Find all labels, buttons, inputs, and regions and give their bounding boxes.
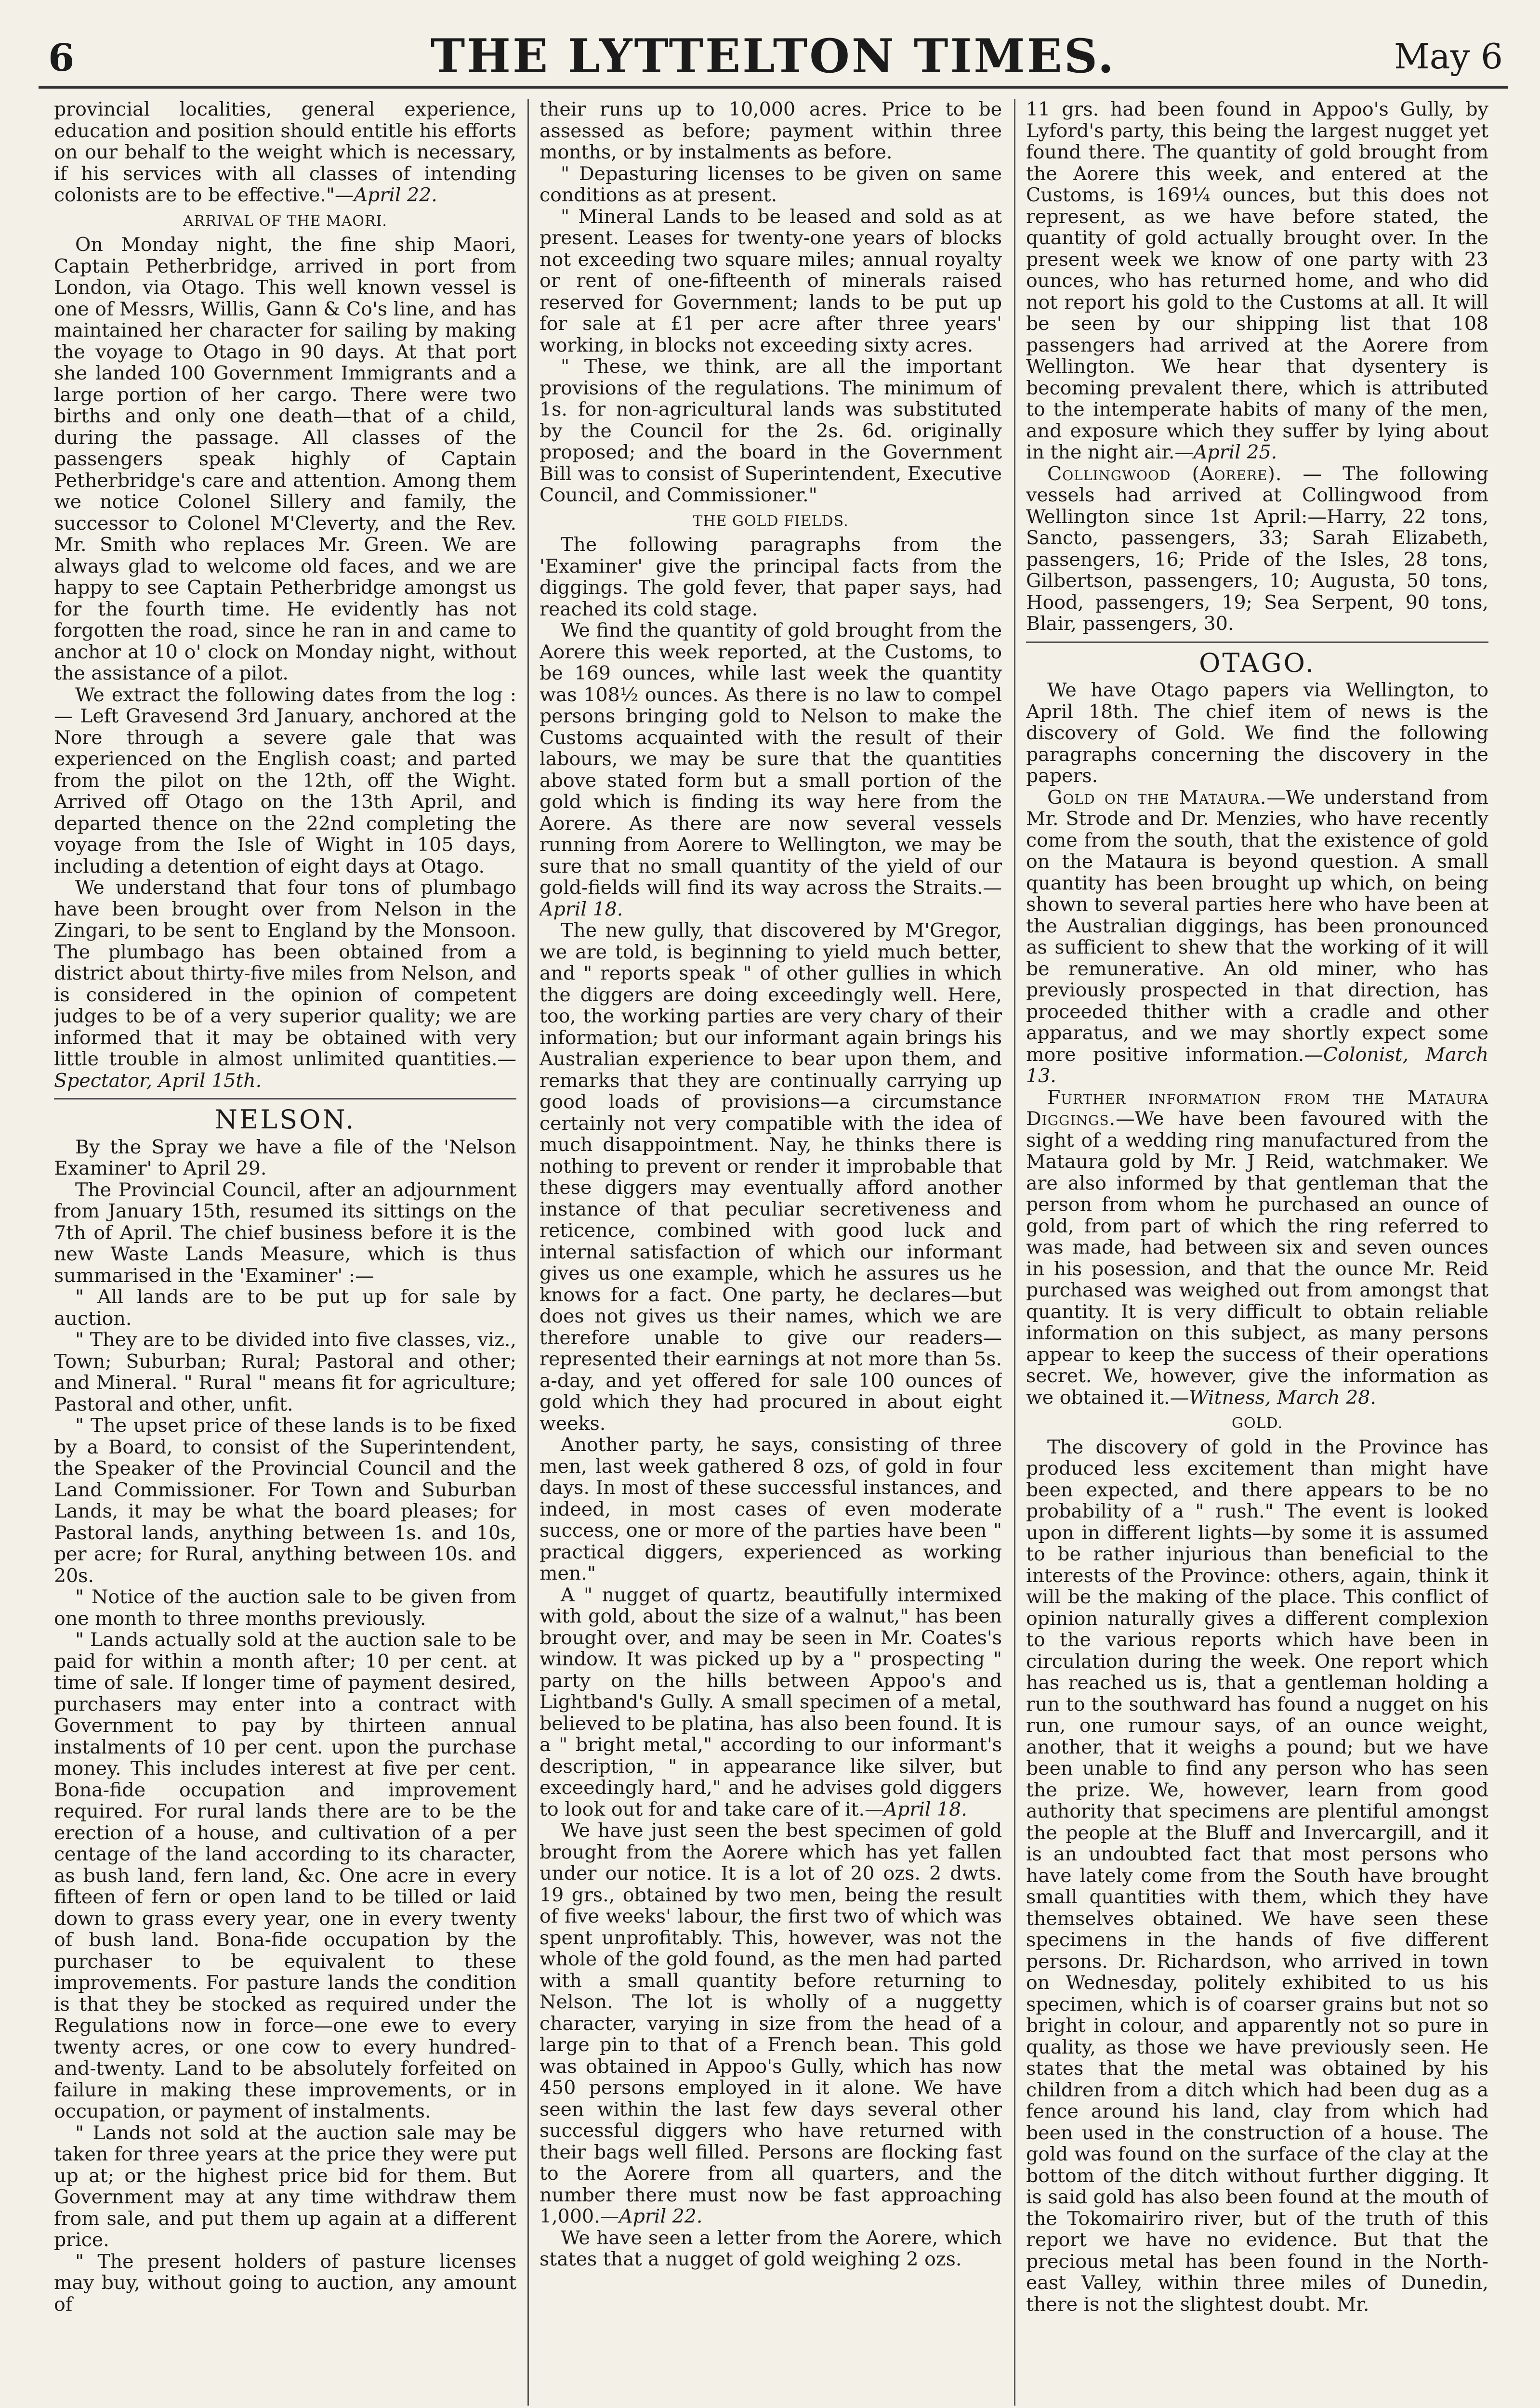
article-paragraph: " These, we think, are all the important provisions of the regulations. The minimum of 1s. for non-agricultural lands was substituted by the Council for the 2s. 6d. originally proposed; and the board in the Government Bill was to consist of Superintendent, Executive Council, and Commissioner." [540,355,1002,506]
article-paragraph: We find the quantity of gold brought from the Aorere this week reported, at the Customs, to be 169 ounces, while last week the quantity was 108½ ounces. As there is no law to compel persons bringing gold to Nelson to make the Customs acquainted with the result of their labours, we may be sure that the quantities above stated form but a small portion of the gold which is finding its way here from the Aorere. As there are now several vessels running from Aorere to Wellington, we may be sure that no small quantity of the yield of our gold-fields will find its way across the Straits.—April 18. [540,619,1002,920]
article-paragraph: " All lands are to be put up for sale by auction. [54,1286,516,1330]
article-paragraph: We have Otago papers via Wellington, to April 18th. The chief item of news is the discovery of Gold. We find the following paragraphs concerning the discovery in the papers. [1026,679,1488,787]
article-paragraph: " They are to be divided into five classes, viz., Town; Suburban; Rural; Pastoral and other; and Mineral. " Rural " means fit for agriculture; Pastoral and other, unfit. [54,1329,516,1415]
article-paragraph: their runs up to 10,000 acres. Price to be assessed as before; payment within three months, or by instalments as before. [540,99,1002,163]
article-paragraph: " Mineral Lands to be leased and sold as at present. Leases for twenty-one years of blocks not exceeding two square miles; annual royalty or rent of one-fifteenth of minerals raised reserved for Government; lands to be put up for sale at £1 per acre after three years' working, in blocks not exceeding sixty acres. [540,205,1002,356]
article-paragraph: The new gully, that discovered by M'Gregor, we are told, is beginning to yield much better, and " reports speak " of other gullies in which the diggers are doing exceedingly well. Here, too, the working parties are very chary of their information; but our informant again brings his Australian experience to bear upon them, and remarks that they are continually carrying up good loads of provisions—a circumstance certainly not very compatible with the idea of much disappointment. Nay, he thinks there is nothing to prevent or render it improbable that these diggers may eventually afford another instance of that peculiar secretiveness and reticence, combined with good luck and internal satisfaction of which our informant gives us one example, which he assures us he knows for a fact. One party, he declares—but does not gives us their names, which we are therefore unable to give our readers—represented their earnings at not more than 5s. a-day, and yet offered for sale 100 ounces of gold which they had procured in about eight weeks. [540,919,1002,1435]
column-2 [540,99,1002,2406]
header-rule [39,86,1508,89]
column-divider [527,99,529,2406]
section-heading-maori: ARRIVAL OF THE MAORI. [183,212,387,230]
article-paragraph: We extract the following dates from the log :— Left Gravesend 3rd January, anchored at the Nore through a severe gale that was experienced on the English coast; and parted from the pilot on the 12th, off the Wight. Arrived off Otago on the 13th April, and departed thence on the 22nd completing the voyage from the Isle of Wight in 105 days, including a detention of eight days at Otago. [54,683,516,877]
column-3 [1026,99,1488,2406]
article-paragraph: We understand that four tons of plumbago have been brought over from Nelson in the Zingari, to be sent to England by the Monsoon. The plumbago has been obtained from a district about thirty-five miles from Nelson, and is considered in the opinion of competent judges to be of a very superior quality; we are informed that it may be obtained with very little trouble in almost unlimited quantities.—Spectator, April 15th. [54,877,516,1092]
article-paragraph: " Depasturing licenses to be given on same conditions as at present. [540,162,1002,206]
column-1 [54,99,516,2406]
page-number: 6 [48,36,75,80]
section-heading-otago: OTAGO. [1199,647,1316,678]
article-paragraph: By the Spray we have a file of the 'Nelson Examiner' to April 29. [54,1136,516,1179]
issue-date: May 6 [1394,36,1503,77]
article-paragraph: On Monday night, the fine ship Maori, Captain Petherbridge, arrived in port from London, via Otago. This well known vessel is one of Messrs, Willis, Gann & Co's line, and has maintained her character for sailing by making the voyage to Otago in 90 days. At that port she landed 100 Government Immigrants and a large portion of her cargo. There were two births and only one death—that of a child, during the passage. All classes of the passengers speak highly of Captain Petherbridge's care and attention. Among them we notice Colonel Sillery and family, the successor to Colonel M'Cleverty, and the Rev. Mr. Smith who replaces Mr. Green. We are always glad to welcome old faces, and we are happy to see Captain Petherbridge amongst us for the fourth time. He evidently has not forgotten the road, since he ran in and came to anchor at 10 o' clock on Monday night, without the assistance of a pilot. [54,234,516,684]
article-paragraph: The following paragraphs from the 'Examiner' give the principal facts from the diggings. The gold fever, that paper says, had reached its cold stage. [540,534,1002,620]
article-paragraph: Further information from the Mataura Diggings.—We have been favoured with the sight of a wedding ring manufactured from the Mataura gold by Mr. J Reid, watchmaker. We are also informed by that gentleman that the person from whom he purchased an ounce of gold, from part of which the ring referred to was made, had between six and seven ounces in his posession, and that the ounce Mr. Reid purchased was weighed out from amongst that quantity. It is very difficult to obtain reliable information on this subject, as many persons appear to keep the success of their operations secret. We, however, give the information as we obtained it.—Witness, March 28. [1026,1086,1488,1409]
article-paragraph: A " nugget of quartz, beautifully intermixed with gold, about the size of a walnut," has been brought over, and may be seen in Mr. Coates's window. It was picked up by a " prospecting " party on the hills between Appoo's and Lightband's Gully. A small specimen of a metal, believed to be platina, has also been found. It is a " bright metal," according to our informant's description, " in appearance like silver, but exceedingly hard," and he advises gold diggers to look out for and take care of it.—April 18. [540,1584,1002,1820]
article-paragraph: The discovery of gold in the Province has produced less excitement than might have been expected, and there appears to be no probability of a " rush." The event is looked upon in different lights—by some it is assumed to be rather injurious than beneficial to the interests of the Province: others, again, think it will be the making of the place. This conflict of opinion naturally gives a different complexion to the various reports which have been in circulation during the week. One report which has reached us is, that a gentleman holding a run to the southward has found a nugget on his run, one rumour says, of an ounce weight, another, that it weighs a pound; but we have been unable to find any person who has seen the prize. We, however, learn from good authority that specimens are plentiful amongst the people at the Bluff and Invercargill, and it is an undoubted fact that most persons who have lately come from the South have brought small quantities with them, which they have themselves obtained. We have seen these specimens in the hands of five different persons. Dr. Richardson, who arrived in town on Wednesday, politely exhibited to us his specimen, which is of coarser grains but not so bright in colour, and apparently not so pure in quality, as those we have previously seen. He states that the metal was obtained by his children from a ditch which had been dug as a fence around his land, clay from which had been used in the construction of a house. The gold was found on the surface of the clay at the bottom of the ditch without further digging. It is said gold has also been found at the mouth of the Tokomairiro river, but of the truth of this report we have no evidence. But that the precious metal has been found in the North-east Valley, within three miles of Dunedin, there is not the slightest doubt. Mr. [1026,1436,1488,2316]
section-heading-nelson: NELSON. [214,1104,356,1135]
article-paragraph: 11 grs. had been found in Appoo's Gully, by Lyford's party, this being the largest nugget yet found there. The quantity of gold brought from the Aorere this week, and entered at the Customs, is 169¼ ounces, but this does not represent, as we have before stated, the quantity of gold actually brought over. In the present week we know of one party with 23 ounces, who has returned home, and who did not report his gold to the Customs at all. It will be seen by our shipping list that 108 passengers had arrived at the Aorere from Wellington. We hear that dysentery is becoming prevalent there, which is attributed to the intemperate habits of many of the men, and exposure which they suffer by lying about in the night air.—April 25. [1026,99,1488,463]
section-heading-gold-fields: THE GOLD FIELDS. [693,512,849,530]
article-paragraph: Another party, he says, consisting of three men, last week gathered 8 ozs, of gold in four days. In most of these successful instances, and indeed, in most cases of even moderate success, one or more of the parties have been " practical diggers, experienced as working men." [540,1434,1002,1584]
section-rule [54,1098,516,1099]
column-divider [1014,99,1015,2406]
article-paragraph: Collingwood (Aorere). — The following vessels had arrived at Collingwood from Wellington since 1st April:—Harry, 22 tons, Sancto, passengers, 33; Sarah Elizabeth, passengers, 16; Pride of the Isles, 28 tons, Gilbertson, passengers, 10; Augusta, 50 tons, Hood, passengers, 19; Sea Serpent, 90 tons, Blair, passengers, 30. [1026,462,1488,635]
section-rule [1026,641,1488,643]
article-paragraph: " Lands not sold at the auction sale may be taken for three years at the price they were put up at; or the highest price bid for them. But Government may at any time withdraw them from sale, and put them up again at a different price. [54,2121,516,2251]
page-header [39,26,1508,82]
article-paragraph: The Provincial Council, after an adjournment from January 15th, resumed its sittings on the 7th of April. The chief business before it is the new Waste Lands Measure, which is thus summarised in the 'Examiner' :— [54,1178,516,1287]
article-paragraph: Gold on the Mataura.—We understand from Mr. Strode and Dr. Menzies, who have recently come from the south, that the existence of gold on the Mataura is beyond question. A small quantity has been brought up which, on being shown to several parties here who have been at the Australian diggings, has been pronounced as sufficient to shew that the working of it will be remunerative. An old miner, who has previously prospected in that direction, has proceeded thither with a cradle and other apparatus, and we may shortly expect some more positive information.—Colonist, March 13. [1026,786,1488,1087]
article-paragraph: " The upset price of these lands is to be fixed by a Board, to consist of the Superintendent, the Speaker of the Provincial Council and the Land Commissioner. For Town and Suburban Lands, it may be what the board pleases; for Pastoral lands, anything between 1s. and 10s, per acre; for Rural, anything between 10s. and 20s. [54,1414,516,1587]
section-heading-gold: GOLD. [1231,1415,1283,1432]
article-paragraph: " Notice of the auction sale to be given from one month to three months previously. [54,1586,516,1630]
article-paragraph: provincial localities, general experience, education and position should entitle his efforts on our behalf to the weight which is necessary, if his services with all classes of intending colonists are to be effective."—April 22. [54,99,516,206]
masthead-title: THE LYTTELTON TIMES. [430,29,1116,83]
article-paragraph: We have just seen the best specimen of gold brought from the Aorere which has yet fallen under our notice. It is a lot of 20 ozs. 2 dwts. 19 grs., obtained by two men, being the result of five weeks' labour, the first two of which was spent unprofitably. This, however, was not the whole of the gold found, as the men had parted with a small quantity before returning to Nelson. The lot is wholly of a nuggetty character, varying in size from the head of a large pin to that of a French bean. This gold was obtained in Appoo's Gully, which has now 450 persons employed in it alone. We have seen within the last few days several other successful diggers who have returned with their bags well filled. Persons are flocking fast to the Aorere from all quarters, and the number there must now be fast approaching 1,000.—April 22. [540,1819,1002,2227]
article-paragraph: " The present holders of pasture licenses may buy, without going to auction, any amount of [54,2250,516,2316]
article-paragraph: " Lands actually sold at the auction sale to be paid for within a month after; 10 per cent. at time of sale. If longer time of payment desired, purchasers may enter into a contract with Government to pay by thirteen annual instalments of 10 per cent. upon the purchase money. This includes interest at five per cent. Bona-fide occupation and improvement required. For rural lands there are to be the erection of a house, and cultivation of a per centage of the land according to its character, as bush land, fern land, &c. One acre in every fifteen of fern or open land to be tilled or laid down to grass every year, one in every twenty of bush land. Bona-fide occupation by the purchaser to be equivalent to these improvements. For pasture lands the condition is that they be stocked as required under the Regulations now in force—one ewe to every twenty acres, or one cow to every hundred-and-twenty. Land to be absolutely forfeited on failure in making these improvements, or in occupation, or payment of instalments. [54,1629,516,2122]
article-paragraph: We have seen a letter from the Aorere, which states that a nugget of gold weighing 2 ozs. [540,2226,1002,2270]
